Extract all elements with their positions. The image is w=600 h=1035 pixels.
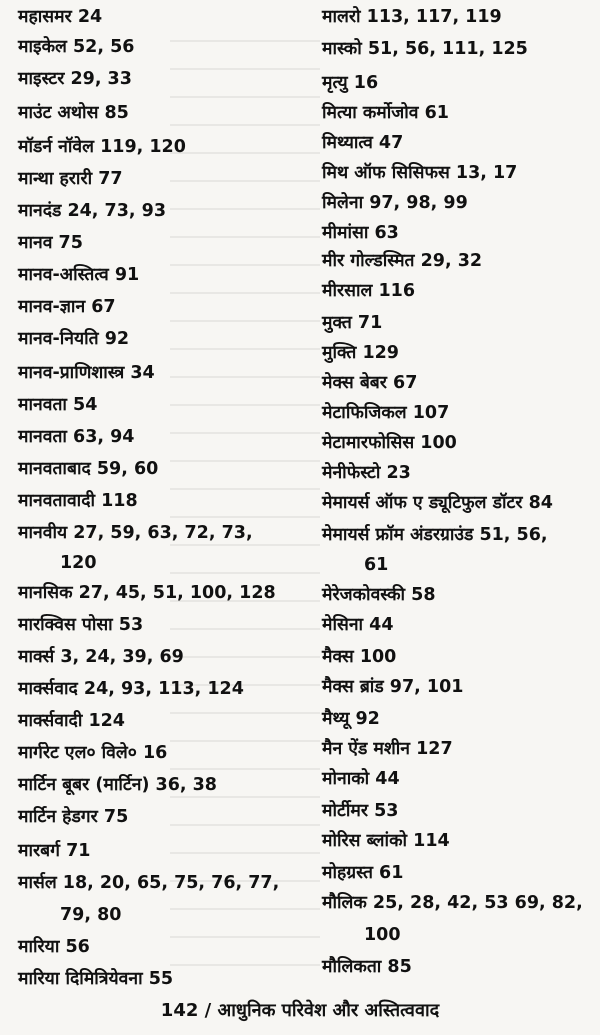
index-entry: मिथ्यात्व 47 xyxy=(322,133,404,153)
index-entry: मृत्यु 16 xyxy=(322,73,379,93)
index-entry-continuation: 61 xyxy=(364,555,389,575)
index-entry-continuation: 79, 80 xyxy=(60,905,122,925)
index-entry: मालरो 113, 117, 119 xyxy=(322,7,502,27)
index-entry: मानसिक 27, 45, 51, 100, 128 xyxy=(18,583,276,603)
index-entry: मेरेजकोवस्की 58 xyxy=(322,585,436,605)
index-entry: मेक्स बेबर 67 xyxy=(322,373,418,393)
index-entry: मार्टिन बूबर (मार्टिन) 36, 38 xyxy=(18,775,217,795)
index-entry: मेमायर्स फ्रॉम अंडरग्राउंड 51, 56, xyxy=(322,525,548,545)
index-entry: मैक्स ब्रांड 97, 101 xyxy=(322,677,464,697)
index-entry: मानव-अस्तित्व 91 xyxy=(18,265,140,285)
index-entry: मैन ऐंड मशीन 127 xyxy=(322,739,453,759)
index-entry: मैक्स 100 xyxy=(322,647,397,667)
index-entry: मार्गरेट एल० विले० 16 xyxy=(18,743,168,763)
index-entry: मार्क्सवाद 24, 93, 113, 124 xyxy=(18,679,244,699)
index-entry: मेसिना 44 xyxy=(322,615,394,635)
index-entry: मानवीय 27, 59, 63, 72, 73, xyxy=(18,523,253,543)
index-entry: मेमायर्स ऑफ ए ड्यूटिफुल डॉटर 84 xyxy=(322,493,553,513)
index-entry: मोरिस ब्लांको 114 xyxy=(322,831,450,851)
index-entry: मार्क्सवादी 124 xyxy=(18,711,125,731)
index-entry: मानवतावादी 118 xyxy=(18,491,138,511)
index-entry: मैथ्यू 92 xyxy=(322,709,380,729)
index-entry: मुक्त 71 xyxy=(322,313,383,333)
index-entry: मानव-नियति 92 xyxy=(18,329,130,349)
index-entry: माइकेल 52, 56 xyxy=(18,37,135,57)
index-entry: मिथ ऑफ सिसिफस 13, 17 xyxy=(322,163,518,183)
index-entry: मानवताबाद 59, 60 xyxy=(18,459,159,479)
index-entry: मारबर्ग 71 xyxy=(18,841,91,861)
index-entry: मारक्विस पोसा 53 xyxy=(18,615,144,635)
index-entry: मारिया 56 xyxy=(18,937,90,957)
index-entry: माइस्टर 29, 33 xyxy=(18,69,132,89)
index-entry: मार्टिन हेडगर 75 xyxy=(18,807,129,827)
index-entry: माउंट अथोस 85 xyxy=(18,103,129,123)
page-footer: 142 / आधुनिक परिवेश और अस्तित्ववाद xyxy=(160,1000,440,1021)
index-entry: मार्सल 18, 20, 65, 75, 76, 77, xyxy=(18,873,280,893)
index-entry: मोनाको 44 xyxy=(322,769,400,789)
index-entry: मोहग्रस्त 61 xyxy=(322,863,404,883)
index-entry: मीमांसा 63 xyxy=(322,223,399,243)
index-entry: मानवता 63, 94 xyxy=(18,427,135,447)
index-entry: मौलिक 25, 28, 42, 53 69, 82, xyxy=(322,893,583,913)
index-entry: मानव-प्राणिशास्त्र 34 xyxy=(18,363,155,383)
show-through-texture xyxy=(170,40,320,970)
index-entry: मास्को 51, 56, 111, 125 xyxy=(322,39,528,59)
index-entry: मानवता 54 xyxy=(18,395,98,415)
index-entry: मानव 75 xyxy=(18,233,83,253)
index-entry: मारिया दिमित्रियेवना 55 xyxy=(18,969,174,989)
index-entry: मॉडर्न नॉवेल 119, 120 xyxy=(18,137,186,157)
index-entry: मेनीफेस्टो 23 xyxy=(322,463,411,483)
index-entry: मानदंड 24, 73, 93 xyxy=(18,201,166,221)
index-entry: मार्क्स 3, 24, 39, 69 xyxy=(18,647,184,667)
index-entry: महासमर 24 xyxy=(18,7,103,27)
index-entry: मोर्टीमर 53 xyxy=(322,801,399,821)
index-entry: मेटाफिजिकल 107 xyxy=(322,403,450,423)
index-entry: मेटामारफोसिस 100 xyxy=(322,433,457,453)
index-entry: मान्था हरारी 77 xyxy=(18,169,123,189)
index-entry: मिलेना 97, 98, 99 xyxy=(322,193,468,213)
index-entry-continuation: 120 xyxy=(60,553,97,573)
index-entry: मित्या कर्मोजोव 61 xyxy=(322,103,449,123)
index-entry: मुक्ति 129 xyxy=(322,343,399,363)
index-entry: मानव-ज्ञान 67 xyxy=(18,297,116,317)
index-entry: मीरसाल 116 xyxy=(322,281,416,301)
index-entry: मौलिकता 85 xyxy=(322,957,412,977)
index-entry: मीर गोल्डस्मित 29, 32 xyxy=(322,251,483,271)
index-entry-continuation: 100 xyxy=(364,925,401,945)
